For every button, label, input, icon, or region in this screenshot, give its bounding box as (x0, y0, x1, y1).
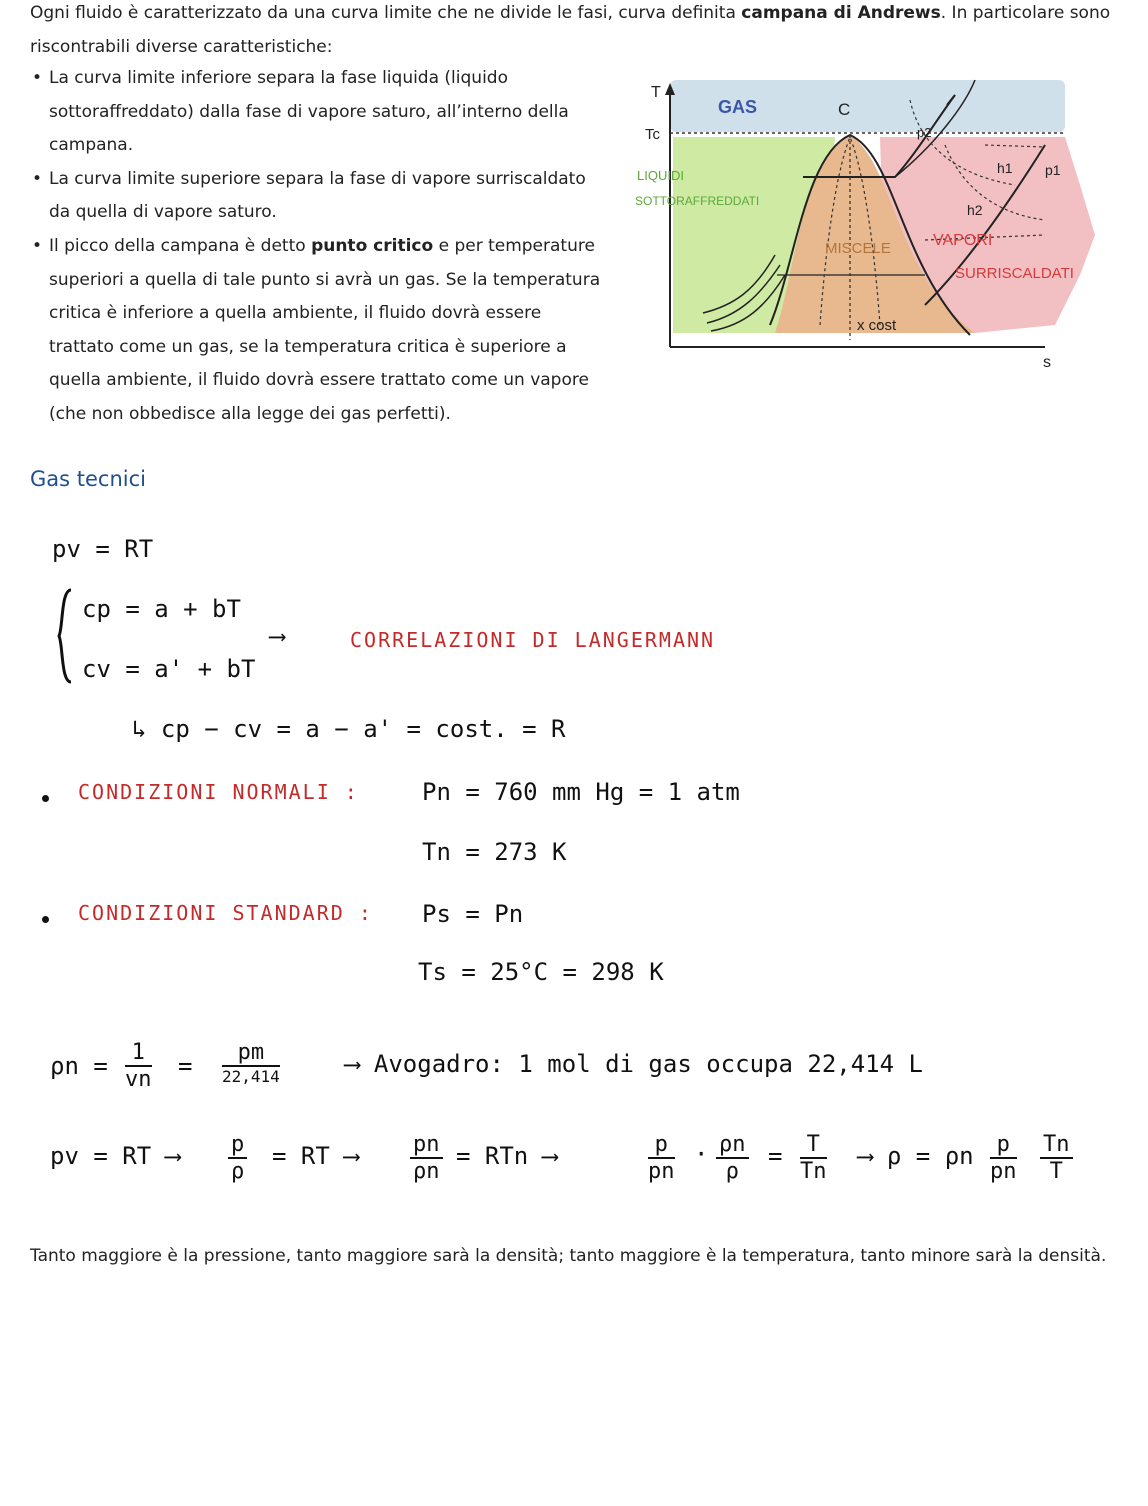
denominator: pn (648, 1159, 675, 1184)
fraction-rhon-rho (716, 1132, 749, 1184)
tn-equation: Tn = 273 K (422, 838, 567, 866)
final-rho: ⟶ ρ = ρn (858, 1142, 974, 1170)
list-item (30, 163, 610, 230)
cv-equation: cv = a' + bT (82, 655, 256, 683)
fraction-pn-rhon (410, 1132, 443, 1184)
eq-rtn: = RTn ⟶ (456, 1142, 558, 1170)
liquidi-label-1: LIQUIDI (637, 168, 684, 183)
vapori-label-2: SURRISCALDATI (955, 265, 1074, 282)
fraction-p-pn (648, 1132, 675, 1184)
multiply-dot: · (694, 1140, 709, 1168)
numerator: ρn (716, 1132, 749, 1159)
list-item (30, 62, 610, 163)
cp-equation: cp = a + bT (82, 595, 241, 623)
numerator: p (990, 1132, 1017, 1159)
fraction-pm (222, 1040, 280, 1086)
h1-label: h1 (997, 160, 1013, 176)
pv-rt-arrow: pv = RT ⟶ (50, 1142, 181, 1170)
denominator: ρ (725, 1159, 739, 1184)
x-cost-label: x cost (857, 317, 897, 334)
p2-label: p2 (917, 125, 932, 140)
numerator: pm (222, 1040, 280, 1067)
denominator: Tn (800, 1159, 827, 1184)
bullet-3-text-end: e per temperature superiori a quella di tale punto si avrà un gas. Se la temperatura critica è inferiore a quella ambiente, il fluido dovrà essere trattato come un gas, se la temperatura critica è superiore a quella ambiente, il fluido dovrà essere trattato come un vapore (che non obbedisce alla legge dei gas perfetti). (49, 235, 601, 424)
fraction-p-pn-final (990, 1132, 1017, 1184)
rho-n-label: ρn = (50, 1052, 108, 1080)
numerator: pn (410, 1132, 443, 1159)
denominator: pn (990, 1159, 1017, 1184)
ps-equation: Ps = Pn (422, 900, 524, 928)
section-title: Gas tecnici (30, 467, 146, 491)
denominator: ρ (231, 1159, 245, 1184)
list-item (30, 230, 610, 432)
ideal-gas-law: pv = RT (52, 535, 154, 563)
intro-text-end: . In particolare sono riscontrabili diverse caratteristiche: (30, 3, 1111, 57)
intro-paragraph (30, 0, 1130, 64)
bullet-2-text: La curva limite superiore separa la fase di vapore surriscaldato da quella di vapore saturo. (49, 168, 586, 223)
miscele-label: MISCELE (825, 240, 891, 257)
fraction-t-tn (800, 1132, 827, 1184)
denominator: vn (125, 1067, 152, 1092)
denominator: T (1049, 1159, 1063, 1184)
numerator: T (800, 1132, 827, 1159)
eq-rt: = RT ⟶ (272, 1142, 359, 1170)
intro-strong: campana di Andrews (741, 3, 941, 23)
tc-label: Tc (645, 126, 660, 143)
liquidi-label-2: SOTTORAFFREDDATI (635, 194, 760, 208)
equals: = (178, 1052, 193, 1080)
p1-label: p1 (1045, 162, 1061, 178)
gas-label: GAS (718, 97, 758, 117)
closing-paragraph: Tanto maggiore è la pressione, tanto maggiore sarà la densità; tanto maggiore è la temperatura, tanto minore sarà la densità. (30, 1246, 1107, 1266)
intro-text: Ogni fluido è caratterizzato da una curva limite che ne divide le fasi, curva definita (30, 3, 742, 23)
numerator: 1 (125, 1040, 152, 1067)
pn-equation: Pn = 760 mm Hg = 1 atm (422, 778, 740, 806)
numerator: p (648, 1132, 675, 1159)
equals: = (768, 1142, 783, 1170)
vapori-label-1: VAPORI (933, 232, 993, 249)
arrow: ⟶ (270, 622, 285, 650)
langermann-label: CORRELAZIONI DI LANGERMANN (350, 628, 716, 652)
bullet-dot (42, 916, 49, 923)
fraction-1-over-vn (125, 1040, 152, 1092)
bullet-3-text: Il picco della campana è detto (49, 235, 312, 256)
standard-conditions-label: CONDIZIONI STANDARD : (78, 901, 373, 925)
fraction-tn-t (1040, 1132, 1073, 1184)
denominator: ρn (413, 1159, 440, 1184)
bullet-1-text: La curva limite inferiore separa la fase liquida (liquido sottoraffreddato) dalla fase di vapore saturo, all’interno della campana. (49, 68, 569, 156)
cp-cv-relation: ↳ cp − cv = a − a' = cost. = R (132, 715, 566, 743)
critical-point-label: C (838, 100, 851, 119)
denominator: 22,414 (222, 1067, 280, 1086)
s-axis-label: s (1043, 354, 1051, 371)
bullet-3-strong: punto critico (311, 235, 434, 256)
characteristics-list (30, 62, 610, 432)
ts-equation: Ts = 25°C = 298 K (418, 958, 664, 986)
fraction-p-rho (228, 1132, 247, 1184)
brace (55, 588, 75, 684)
numerator: p (228, 1132, 247, 1159)
bullet-dot (42, 795, 49, 802)
t-axis-label: T (651, 84, 661, 101)
avogadro-note: ⟶ Avogadro: 1 mol di gas occupa 22,414 L (345, 1050, 923, 1078)
andrews-diagram (625, 75, 1125, 375)
h2-label: h2 (967, 202, 983, 218)
numerator: Tn (1040, 1132, 1073, 1159)
normal-conditions-label: CONDIZIONI NORMALI : (78, 780, 359, 804)
